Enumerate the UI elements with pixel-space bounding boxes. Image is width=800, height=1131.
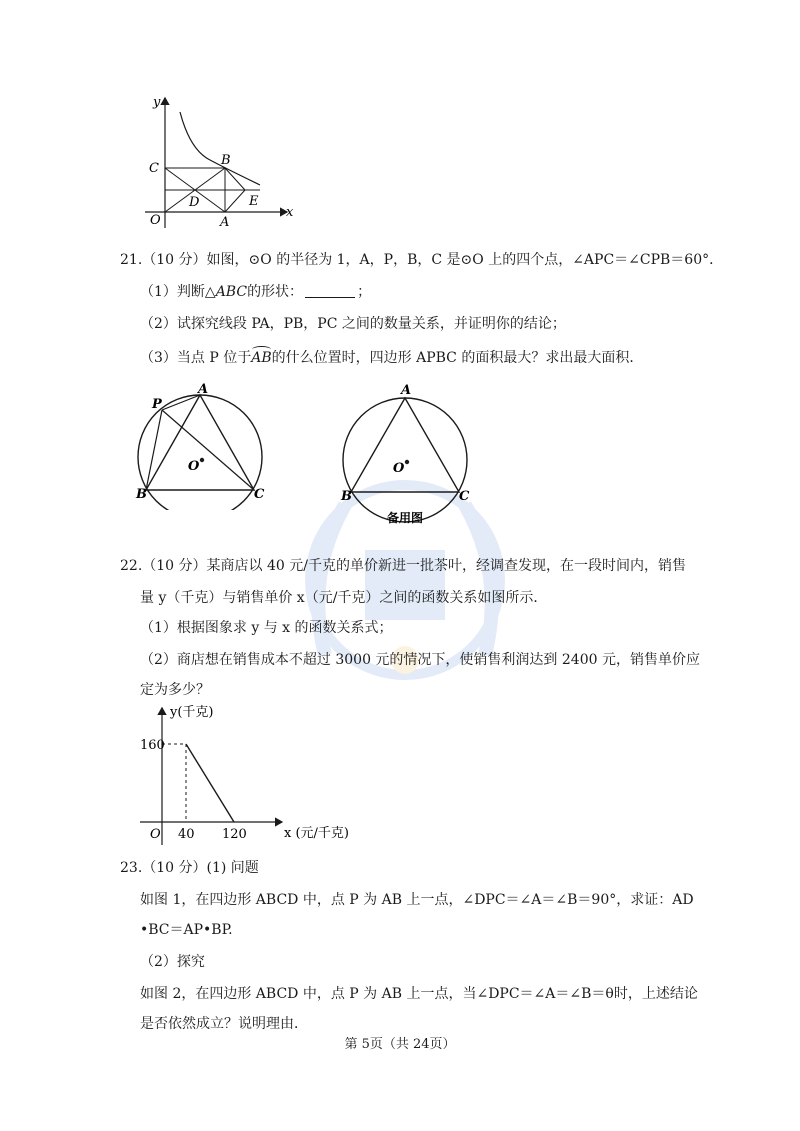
- x-tick-120: 120: [222, 827, 247, 842]
- label-b: B: [136, 487, 147, 502]
- q23-sub2: （2）探究: [140, 954, 205, 970]
- figure-top: [125, 90, 305, 230]
- arc-ab: AB: [251, 350, 272, 366]
- q22-stem-line2: 量 y（千克）与销售单价 x（元/千克）之间的函数关系如图所示．: [140, 590, 548, 606]
- figure-caption: 备用图: [387, 511, 424, 525]
- x-axis-label: x (元/千克): [284, 826, 349, 841]
- q22-sub2-line2: 定为多少？: [140, 682, 210, 698]
- label-y: y: [153, 95, 161, 110]
- label-d: D: [189, 195, 200, 210]
- circle-o: [343, 398, 467, 522]
- q22-stem-line1: 22.（10 分）某商店以 40 元/千克的单价新进一批茶叶，经调查发现，在一段时间内，销售: [120, 558, 686, 574]
- label-c: C: [254, 487, 265, 502]
- page-footer: 第 5页（共 24页）: [344, 1037, 456, 1052]
- y-tick-160: 160: [140, 738, 165, 753]
- label-a: A: [198, 382, 209, 397]
- label-a: A: [401, 383, 412, 398]
- q22-graph: [140, 700, 380, 850]
- x-tick-40: 40: [178, 827, 195, 842]
- q21-sub3: （3）当点 P 位于AB的什么位置时，四边形 APBC 的面积最大？求出最大面积．: [140, 350, 644, 366]
- center-point: [405, 460, 409, 464]
- label-x: x: [286, 205, 294, 220]
- label-c: C: [459, 489, 470, 504]
- hyperbola-curve: [180, 112, 260, 185]
- q21-sub2: （2）试探究线段 PA，PB，PC 之间的数量关系，并证明你的结论；: [140, 316, 566, 332]
- line-a-e: [225, 190, 245, 212]
- q23-para2-line1: 如图 2，在四边形 ABCD 中，点 P 为 AB 上一点，当∠DPC＝∠A＝∠B＝θ时，上述结论: [140, 986, 698, 1002]
- label-e: E: [249, 194, 259, 209]
- q23-para2-line2: 是否依然成立？说明理由．: [140, 1016, 308, 1032]
- function-line: [186, 744, 234, 822]
- label-c: C: [149, 161, 159, 176]
- label-o: O: [150, 213, 161, 228]
- label-a: A: [220, 215, 230, 230]
- q21-figure-2: [335, 380, 485, 530]
- label-b: B: [221, 153, 231, 168]
- label-p: P: [152, 397, 162, 412]
- label-o: O: [393, 461, 405, 476]
- q21-stem: 21.（10 分）如图，⊙O 的半径为 1，A，P，B，C 是⊙O 上的四个点，∠APC＝∠CPB＝60°．: [120, 252, 724, 268]
- q22-sub2-line1: （2）商店想在销售成本不超过 3000 元的情况下，使销售利润达到 2400 元，销售单价应: [140, 652, 700, 668]
- q23-stem: 23.（10 分）(1) 问题: [120, 860, 259, 876]
- label-o: O: [188, 459, 200, 474]
- line-b-e: [225, 168, 245, 190]
- answer-blank: [305, 283, 355, 298]
- origin-label: O: [150, 827, 161, 842]
- circle-o: [138, 395, 262, 510]
- triangle-abc: [351, 398, 459, 492]
- label-b: B: [341, 489, 352, 504]
- q23-para1-line2: •BC＝AP•BP.: [140, 922, 233, 938]
- q22-sub1: （1）根据图象求 y 与 x 的函数关系式；: [140, 620, 393, 636]
- segment-pc: [162, 410, 254, 490]
- q21-sub1: （1）判断△ABC的形状： ；: [140, 284, 372, 300]
- q23-para1-line1: 如图 1，在四边形 ABCD 中，点 P 为 AB 上一点，∠DPC＝∠A＝∠B＝90°，求证：AD: [140, 892, 694, 908]
- y-axis-label: y(千克): [170, 705, 214, 720]
- center-point: [200, 458, 204, 462]
- q21-figure-1: [130, 380, 280, 510]
